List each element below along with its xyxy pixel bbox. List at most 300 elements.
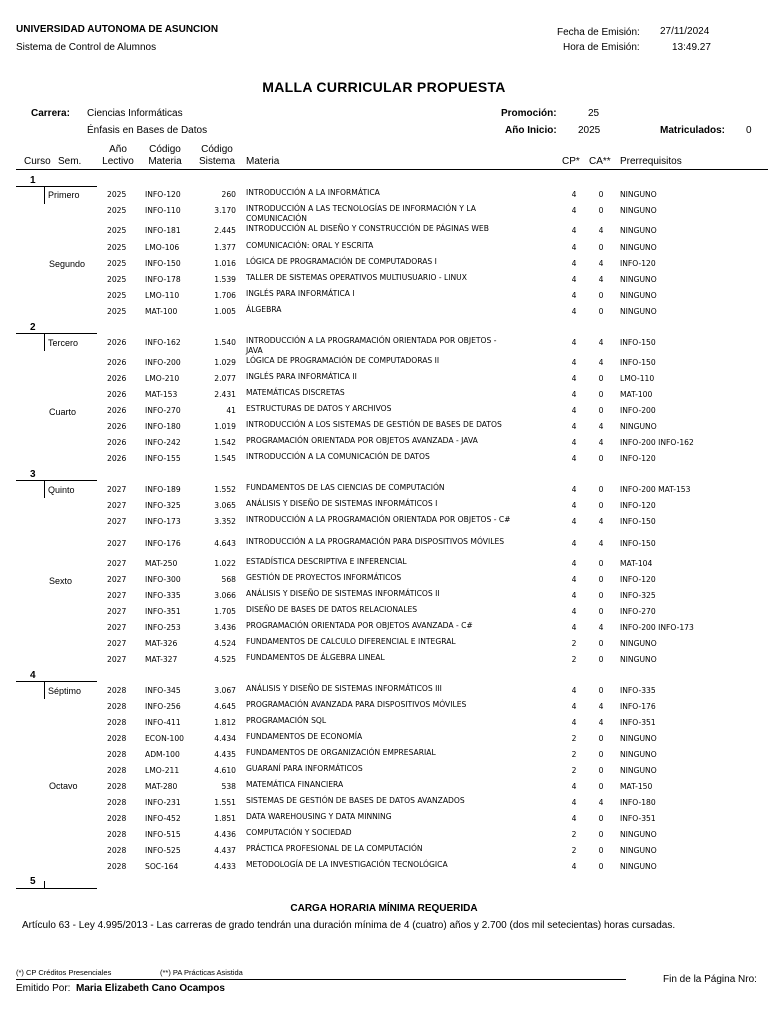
codigo-sistema: 4.643	[214, 539, 236, 548]
codigo-sistema: 4.433	[214, 862, 236, 871]
codigo-sistema: 3.436	[214, 623, 236, 632]
cp-value: 4	[571, 798, 577, 807]
codigo-sistema: 260	[221, 190, 236, 199]
col-cod-1: Código	[149, 144, 181, 155]
fin-pagina: Fin de la Página Nro:	[663, 974, 757, 985]
footer-rule	[16, 979, 626, 980]
materia-name: FUNDAMENTOS DE ÁLGEBRA LINEAL	[246, 653, 385, 662]
codigo-materia: INFO-256	[145, 702, 181, 711]
curso-rule	[16, 888, 97, 889]
anio-lectivo: 2028	[107, 718, 127, 727]
anio-lectivo: 2028	[107, 702, 127, 711]
cp-value: 4	[571, 607, 577, 616]
materia-name: INTRODUCCIÓN AL DISEÑO Y CONSTRUCCIÓN DE PÁGINAS WEB	[246, 224, 489, 233]
materia-name: INTRODUCCIÓN A LA PROGRAMACIÓN ORIENTADA POR OBJETOS - JAVA	[246, 336, 497, 355]
prerrequisitos: NINGUNO	[620, 766, 657, 775]
semestre-label: Octavo	[49, 781, 78, 791]
cp-value: 4	[571, 422, 577, 431]
ca-value: 4	[598, 259, 604, 268]
cp-value: 4	[571, 575, 577, 584]
materia-name: INGLÉS PARA INFORMÁTICA II	[246, 372, 357, 381]
prerrequisitos: INFO-200 MAT-153	[620, 485, 691, 494]
note-cp: (*) CP Créditos Presenciales	[16, 968, 112, 977]
emitido-name: Maria Elizabeth Cano Ocampos	[76, 983, 225, 994]
codigo-sistema: 1.539	[214, 275, 236, 284]
cp-value: 4	[571, 686, 577, 695]
anio-lectivo: 2026	[107, 454, 127, 463]
codigo-materia: INFO-452	[145, 814, 181, 823]
prerrequisitos: INFO-150	[620, 338, 656, 347]
codigo-materia: MAT-280	[145, 782, 178, 791]
codigo-materia: ADM-100	[145, 750, 180, 759]
ca-value: 0	[598, 559, 604, 568]
col-cp: CP*	[562, 156, 580, 167]
cp-value: 4	[571, 814, 577, 823]
ca-value: 4	[598, 517, 604, 526]
materia-name: SISTEMAS DE GESTIÓN DE BASES DE DATOS AVANZADOS	[246, 796, 465, 805]
matriculados-value: 0	[746, 125, 752, 136]
prerrequisitos: NINGUNO	[620, 226, 657, 235]
materia-name: INTRODUCCIÓN A LA COMUNICACIÓN DE DATOS	[246, 452, 430, 461]
materia-name: INTRODUCCIÓN A LA PROGRAMACIÓN PARA DISPOSITIVOS MÓVILES	[246, 537, 505, 546]
prerrequisitos: INFO-176	[620, 702, 656, 711]
anio-lectivo: 2025	[107, 291, 127, 300]
curso-number: 3	[30, 469, 36, 480]
codigo-sistema: 3.066	[214, 591, 236, 600]
cp-value: 4	[571, 206, 577, 215]
promocion-value: 25	[588, 108, 600, 119]
materia-name: FUNDAMENTOS DE ECONOMÍA	[246, 732, 363, 741]
codigo-sistema: 1.005	[214, 307, 236, 316]
anio-lectivo: 2028	[107, 862, 127, 871]
ca-value: 4	[598, 338, 604, 347]
codigo-sistema: 1.540	[214, 338, 236, 347]
cp-value: 2	[571, 734, 577, 743]
prerrequisitos: NINGUNO	[620, 734, 657, 743]
curso-number: 1	[30, 175, 36, 186]
prerrequisitos: INFO-150	[620, 358, 656, 367]
materia-name: ANÁLISIS Y DISEÑO DE SISTEMAS INFORMÁTICOS III	[246, 684, 442, 693]
curso-bracket	[44, 186, 45, 204]
codigo-materia: LMO-211	[145, 766, 180, 775]
anio-lectivo: 2028	[107, 782, 127, 791]
hora-value: 13:49.27	[672, 42, 711, 53]
ca-value: 0	[598, 243, 604, 252]
anio-lectivo: 2026	[107, 390, 127, 399]
prerrequisitos: INFO-351	[620, 814, 656, 823]
prerrequisitos: INFO-270	[620, 607, 656, 616]
codigo-sistema: 4.436	[214, 830, 236, 839]
anio-lectivo: 2025	[107, 190, 127, 199]
prerrequisitos: INFO-325	[620, 591, 656, 600]
materia-name: GUARANÍ PARA INFORMÁTICOS	[246, 764, 363, 773]
ca-value: 4	[598, 539, 604, 548]
curso-number: 5	[30, 876, 36, 887]
ca-value: 0	[598, 814, 604, 823]
materia-name: COMPUTACIÓN Y SOCIEDAD	[246, 828, 352, 837]
anio-inicio-label: Año Inicio:	[505, 125, 557, 136]
curso-rule	[16, 480, 97, 481]
materia-name: TALLER DE SISTEMAS OPERATIVOS MULTIUSUARIO - LINUX	[246, 273, 467, 282]
ca-value: 4	[598, 798, 604, 807]
materia-name: LÓGICA DE PROGRAMACIÓN DE COMPUTADORAS I	[246, 257, 437, 266]
prerrequisitos: INFO-200 INFO-162	[620, 438, 694, 447]
codigo-sistema: 1.812	[214, 718, 236, 727]
curso-rule	[16, 186, 97, 187]
university-name: UNIVERSIDAD AUTONOMA DE ASUNCION	[16, 24, 219, 35]
materia-name: MATEMÁTICA FINANCIERA	[246, 780, 344, 789]
col-anio-2: Lectivo	[102, 156, 134, 167]
materia-name: ÁLGEBRA	[246, 305, 282, 314]
codigo-sistema: 1.705	[214, 607, 236, 616]
codigo-sistema: 4.435	[214, 750, 236, 759]
codigo-sistema: 3.170	[214, 206, 236, 215]
cp-value: 4	[571, 454, 577, 463]
prerrequisitos: NINGUNO	[620, 307, 657, 316]
carga-text: Artículo 63 - Ley 4.995/2013 - Las carreras de grado tendrán una duración mínima de 4 (cuatro) años y 2.700 (dos mil setecientas) horas cursadas.	[22, 920, 676, 931]
codigo-materia: INFO-325	[145, 501, 181, 510]
prerrequisitos: NINGUNO	[620, 830, 657, 839]
cp-value: 4	[571, 291, 577, 300]
prerrequisitos: INFO-150	[620, 539, 656, 548]
curso-bracket	[44, 881, 45, 888]
codigo-sistema: 3.067	[214, 686, 236, 695]
anio-lectivo: 2026	[107, 438, 127, 447]
codigo-sistema: 1.019	[214, 422, 236, 431]
codigo-materia: MAT-153	[145, 390, 178, 399]
cp-value: 4	[571, 307, 577, 316]
materia-name: PROGRAMACIÓN ORIENTADA POR OBJETOS AVANZADA - C#	[246, 621, 473, 630]
col-ca: CA**	[589, 156, 611, 167]
codigo-materia: INFO-155	[145, 454, 181, 463]
col-prereq: Prerrequisitos	[620, 156, 682, 167]
ca-value: 4	[598, 718, 604, 727]
prerrequisitos: NINGUNO	[620, 639, 657, 648]
anio-lectivo: 2027	[107, 539, 127, 548]
ca-value: 0	[598, 639, 604, 648]
note-pa: (**) PA Prácticas Asistida	[160, 968, 243, 977]
prerrequisitos: INFO-120	[620, 454, 656, 463]
anio-lectivo: 2027	[107, 639, 127, 648]
carga-title: CARGA HORARIA MÍNIMA REQUERIDA	[290, 903, 478, 914]
enfasis-value: Énfasis en Bases de Datos	[87, 125, 208, 136]
codigo-materia: INFO-345	[145, 686, 181, 695]
prerrequisitos: NINGUNO	[620, 275, 657, 284]
col-sis-2: Sistema	[198, 156, 236, 167]
materia-name: INTRODUCCIÓN A LOS SISTEMAS DE GESTIÓN DE BASES DE DATOS	[246, 420, 502, 429]
materia-name: FUNDAMENTOS DE CALCULO DIFERENCIAL E INTEGRAL	[246, 637, 456, 646]
semestre-label: Quinto	[48, 485, 75, 495]
cp-value: 4	[571, 623, 577, 632]
ca-value: 0	[598, 485, 604, 494]
codigo-sistema: 1.552	[214, 485, 236, 494]
ca-value: 0	[598, 190, 604, 199]
prerrequisitos: NINGUNO	[620, 846, 657, 855]
prerrequisitos: NINGUNO	[620, 655, 657, 664]
cp-value: 2	[571, 655, 577, 664]
curso-bracket	[44, 681, 45, 699]
cp-value: 2	[571, 846, 577, 855]
codigo-sistema: 41	[226, 406, 236, 415]
cp-value: 4	[571, 374, 577, 383]
ca-value: 4	[598, 438, 604, 447]
prerrequisitos: NINGUNO	[620, 190, 657, 199]
cp-value: 4	[571, 591, 577, 600]
materia-name: GESTIÓN DE PROYECTOS INFORMÁTICOS	[246, 573, 402, 582]
codigo-sistema: 1.022	[214, 559, 236, 568]
cp-value: 4	[571, 390, 577, 399]
curso-bracket	[44, 480, 45, 498]
cp-value: 4	[571, 190, 577, 199]
anio-lectivo: 2027	[107, 607, 127, 616]
prerrequisitos: NINGUNO	[620, 206, 657, 215]
cp-value: 4	[571, 243, 577, 252]
codigo-materia: MAT-326	[145, 639, 178, 648]
codigo-sistema: 1.016	[214, 259, 236, 268]
anio-lectivo: 2027	[107, 575, 127, 584]
ca-value: 0	[598, 575, 604, 584]
anio-lectivo: 2026	[107, 374, 127, 383]
anio-lectivo: 2026	[107, 406, 127, 415]
cp-value: 2	[571, 766, 577, 775]
codigo-materia: MAT-327	[145, 655, 178, 664]
anio-lectivo: 2028	[107, 686, 127, 695]
codigo-materia: INFO-231	[145, 798, 181, 807]
ca-value: 0	[598, 501, 604, 510]
anio-lectivo: 2028	[107, 734, 127, 743]
ca-value: 0	[598, 846, 604, 855]
anio-lectivo: 2026	[107, 422, 127, 431]
prerrequisitos: NINGUNO	[620, 862, 657, 871]
prerrequisitos: INFO-180	[620, 798, 656, 807]
codigo-materia: INFO-150	[145, 259, 181, 268]
fecha-value: 27/11/2024	[660, 26, 710, 37]
materia-name: INTRODUCCIÓN A LA PROGRAMACIÓN ORIENTADA POR OBJETOS - C#	[246, 515, 511, 524]
codigo-sistema: 1.029	[214, 358, 236, 367]
semestre-label: Cuarto	[49, 407, 77, 417]
codigo-materia: INFO-176	[145, 539, 181, 548]
cp-value: 4	[571, 559, 577, 568]
prerrequisitos: INFO-351	[620, 718, 656, 727]
semestre-label: Sexto	[49, 576, 73, 586]
materia-name: DISEÑO DE BASES DE DATOS RELACIONALES	[246, 605, 418, 614]
prerrequisitos: NINGUNO	[620, 750, 657, 759]
prerrequisitos: INFO-120	[620, 575, 656, 584]
prerrequisitos: INFO-150	[620, 517, 656, 526]
anio-lectivo: 2028	[107, 846, 127, 855]
cp-value: 4	[571, 226, 577, 235]
prerrequisitos: INFO-120	[620, 259, 656, 268]
codigo-materia: INFO-335	[145, 591, 181, 600]
codigo-materia: INFO-300	[145, 575, 181, 584]
materia-name: LÓGICA DE PROGRAMACIÓN DE COMPUTADORAS II	[246, 356, 440, 365]
materia-name: PROGRAMACIÓN AVANZADA PARA DISPOSITIVOS MÓVILES	[246, 700, 467, 709]
codigo-materia: ECON-100	[145, 734, 184, 743]
ca-value: 0	[598, 750, 604, 759]
ca-value: 0	[598, 686, 604, 695]
prerrequisitos: LMO-110	[620, 374, 655, 383]
codigo-materia: SOC-164	[145, 862, 179, 871]
cp-value: 4	[571, 275, 577, 284]
materia-name: COMUNICACIÓN: ORAL Y ESCRITA	[246, 241, 374, 250]
cp-value: 4	[571, 782, 577, 791]
ca-value: 0	[598, 390, 604, 399]
cp-value: 4	[571, 862, 577, 871]
materia-name: INTRODUCCIÓN A LAS TECNOLOGÍAS DE INFORMACIÓN Y LA COMUNICACIÓN	[246, 204, 476, 223]
semestre-label: Tercero	[48, 338, 79, 348]
prerrequisitos: INFO-120	[620, 501, 656, 510]
cp-value: 4	[571, 718, 577, 727]
semestre-label: Segundo	[49, 259, 86, 269]
ca-value: 0	[598, 782, 604, 791]
codigo-materia: INFO-189	[145, 485, 181, 494]
cp-value: 2	[571, 750, 577, 759]
codigo-sistema: 1.851	[214, 814, 236, 823]
hora-label: Hora de Emisión:	[563, 42, 640, 53]
col-cod-2: Materia	[148, 156, 182, 167]
ca-value: 0	[598, 591, 604, 600]
anio-lectivo: 2026	[107, 338, 127, 347]
materia-name: ESTRUCTURAS DE DATOS Y ARCHIVOS	[246, 404, 392, 413]
prerrequisitos: INFO-200 INFO-173	[620, 623, 694, 632]
materia-name: PRÁCTICA PROFESIONAL DE LA COMPUTACIÓN	[246, 844, 423, 853]
ca-value: 4	[598, 422, 604, 431]
codigo-materia: INFO-253	[145, 623, 181, 632]
cp-value: 4	[571, 485, 577, 494]
codigo-materia: INFO-515	[145, 830, 181, 839]
codigo-materia: LMO-106	[145, 243, 180, 252]
ca-value: 0	[598, 307, 604, 316]
prerrequisitos: MAT-104	[620, 559, 653, 568]
semestre-label: Primero	[48, 190, 80, 200]
codigo-materia: INFO-351	[145, 607, 181, 616]
materia-name: ANÁLISIS Y DISEÑO DE SISTEMAS INFORMÁTICOS I	[246, 499, 438, 508]
codigo-sistema: 4.437	[214, 846, 236, 855]
codigo-sistema: 4.525	[214, 655, 236, 664]
ca-value: 0	[598, 830, 604, 839]
materia-name: MATEMÁTICAS DISCRETAS	[246, 388, 345, 397]
codigo-materia: INFO-181	[145, 226, 181, 235]
codigo-materia: INFO-180	[145, 422, 181, 431]
cp-value: 4	[571, 338, 577, 347]
codigo-materia: INFO-242	[145, 438, 181, 447]
codigo-materia: MAT-100	[145, 307, 178, 316]
codigo-sistema: 4.610	[214, 766, 236, 775]
ca-value: 4	[598, 226, 604, 235]
anio-lectivo: 2027	[107, 655, 127, 664]
cp-value: 4	[571, 501, 577, 510]
codigo-sistema: 3.352	[214, 517, 236, 526]
anio-lectivo: 2028	[107, 830, 127, 839]
codigo-sistema: 4.434	[214, 734, 236, 743]
codigo-materia: INFO-525	[145, 846, 181, 855]
ca-value: 4	[598, 275, 604, 284]
anio-lectivo: 2025	[107, 243, 127, 252]
ca-value: 0	[598, 607, 604, 616]
curso-rule	[16, 333, 97, 334]
ca-value: 0	[598, 406, 604, 415]
codigo-sistema: 1.706	[214, 291, 236, 300]
anio-lectivo: 2028	[107, 766, 127, 775]
codigo-sistema: 3.065	[214, 501, 236, 510]
ca-value: 0	[598, 766, 604, 775]
anio-lectivo: 2027	[107, 591, 127, 600]
curso-rule	[16, 681, 97, 682]
anio-lectivo: 2025	[107, 307, 127, 316]
ca-value: 0	[598, 655, 604, 664]
materia-name: INGLÉS PARA INFORMÁTICA I	[246, 289, 355, 298]
ca-value: 0	[598, 454, 604, 463]
codigo-materia: MAT-250	[145, 559, 178, 568]
cp-value: 4	[571, 517, 577, 526]
anio-lectivo: 2025	[107, 206, 127, 215]
codigo-materia: LMO-110	[145, 291, 180, 300]
promocion-label: Promoción:	[501, 108, 557, 119]
materia-name: ANÁLISIS Y DISEÑO DE SISTEMAS INFORMÁTICOS II	[246, 589, 440, 598]
ca-value: 4	[598, 623, 604, 632]
prerrequisitos: MAT-100	[620, 390, 653, 399]
curso-bracket	[44, 333, 45, 351]
matriculados-label: Matriculados:	[660, 125, 726, 136]
header-rule	[16, 169, 768, 170]
page-title: MALLA CURRICULAR PROPUESTA	[262, 79, 506, 95]
cp-value: 4	[571, 539, 577, 548]
materia-name: ESTADÍSTICA DESCRIPTIVA E INFERENCIAL	[246, 557, 407, 566]
codigo-sistema: 4.524	[214, 639, 236, 648]
codigo-sistema: 4.645	[214, 702, 236, 711]
codigo-materia: INFO-178	[145, 275, 181, 284]
codigo-materia: INFO-162	[145, 338, 181, 347]
anio-lectivo: 2027	[107, 559, 127, 568]
codigo-sistema: 568	[221, 575, 236, 584]
codigo-sistema: 1.551	[214, 798, 236, 807]
curso-number: 2	[30, 322, 36, 333]
cp-value: 4	[571, 406, 577, 415]
ca-value: 0	[598, 374, 604, 383]
codigo-sistema: 1.542	[214, 438, 236, 447]
carrera-value: Ciencias Informáticas	[87, 108, 183, 119]
codigo-materia: INFO-270	[145, 406, 181, 415]
ca-value: 0	[598, 734, 604, 743]
prerrequisitos: INFO-200	[620, 406, 656, 415]
cp-value: 4	[571, 259, 577, 268]
anio-lectivo: 2027	[107, 485, 127, 494]
anio-lectivo: 2027	[107, 517, 127, 526]
codigo-materia: INFO-120	[145, 190, 181, 199]
anio-lectivo: 2028	[107, 798, 127, 807]
prerrequisitos: NINGUNO	[620, 422, 657, 431]
codigo-sistema: 2.445	[214, 226, 236, 235]
anio-inicio-value: 2025	[578, 125, 601, 136]
ca-value: 0	[598, 862, 604, 871]
materia-name: METODOLOGÍA DE LA INVESTIGACIÓN TECNOLÓGICA	[246, 860, 448, 869]
codigo-sistema: 2.077	[214, 374, 236, 383]
emitido-label: Emitido Por:	[16, 983, 71, 994]
col-curso: Curso	[24, 156, 51, 167]
anio-lectivo: 2026	[107, 358, 127, 367]
ca-value: 4	[598, 358, 604, 367]
ca-value: 0	[598, 291, 604, 300]
codigo-materia: INFO-411	[145, 718, 181, 727]
prerrequisitos: NINGUNO	[620, 243, 657, 252]
anio-lectivo: 2025	[107, 275, 127, 284]
codigo-materia: LMO-210	[145, 374, 180, 383]
col-materia: Materia	[246, 156, 280, 167]
cp-value: 4	[571, 358, 577, 367]
anio-lectivo: 2028	[107, 814, 127, 823]
prerrequisitos: NINGUNO	[620, 291, 657, 300]
curso-number: 4	[30, 670, 36, 681]
